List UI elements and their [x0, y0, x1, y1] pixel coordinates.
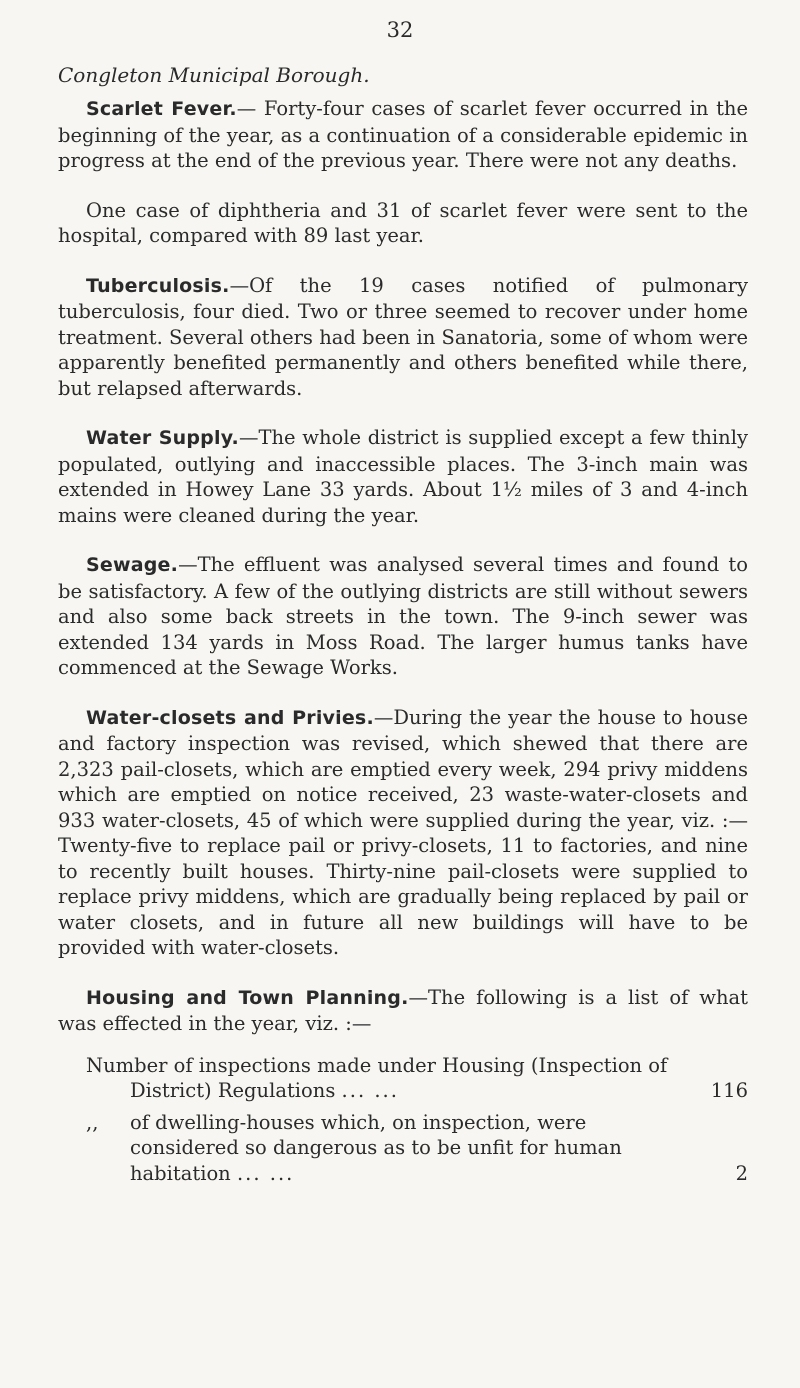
paragraph-text: —The effluent was analysed several times and found to be satisfactory. A few of the outlying districts are still without sewers and also some back streets in the town. The 9-inch sewer was extended 134 yards in Moss Road. The larger humus tanks have commenced at the Sewage Works. — [58, 553, 748, 679]
section-heading: Tuberculosis. — [86, 274, 230, 297]
section-heading: Water-closets and Privies. — [86, 706, 374, 729]
list-item-value: 2 — [735, 1161, 748, 1185]
list-item-label: of dwelling-houses which, on inspection, were considered so dangerous as to be unfit for human habitation — [130, 1110, 622, 1185]
list-item — [58, 1110, 748, 1187]
list-item-value: 116 — [710, 1079, 748, 1102]
document-body — [58, 96, 748, 1192]
paragraph-text: —The following is a list of what was effected in the year, viz. :— — [58, 985, 748, 1035]
section-heading: Water Supply. — [86, 427, 239, 449]
section-heading: Housing and Town Planning. — [86, 986, 409, 1009]
section-heading: Scarlet Fever. — [86, 98, 237, 120]
running-head: Congleton Municipal Borough. — [58, 63, 370, 87]
paragraph-text: —During the year the house to house and factory inspection was revised, which shewed that there are 2,323 pail-closets, which are emptied every week, 294 privy middens which are emptied on notice received, 23 waste-water-closets and 933 water-closets, 45 of which were supplied during the year, viz. :—Twenty-five to replace pail or privy-closets, 11 to factories, and nine to recently built houses. Thirty-nine pail-closets were supplied to replace privy middens, which are gradually being replaced by pail or water closets, and in future all new buildings will have to be provided with water-closets. — [58, 705, 748, 959]
paragraph-text: One case of diphtheria and 31 of scarlet fever were sent to the hospital, compared with 89 last year. — [58, 198, 748, 247]
housing-list — [58, 1053, 748, 1187]
paragraph-text: —Of the 19 cases notified of pulmonary tuberculosis, four died. Two or three seemed to recover under home treatment. Several others had been in Sanatoria, some of whom were apparently benefited permanently and others benefited while there, but relapsed afterwards. — [58, 273, 748, 400]
paragraph-water-closets — [58, 705, 748, 961]
dot-leader: ... ... — [236, 1161, 295, 1185]
list-item-label: Number of inspections made under Housing (Inspection of District) Regulations — [86, 1053, 668, 1102]
list-item — [58, 1053, 748, 1104]
paragraph-sewage — [58, 552, 748, 681]
paragraph-scarlet-fever — [58, 96, 748, 174]
paragraph-text: —The whole district is supplied except a few thinly populated, outlying and inaccessible places. The 3-inch main was extended in Howey Lane 33 yards. About 1½ miles of 3 and 4-inch mains were cleaned during the year. — [58, 426, 748, 527]
paragraph-housing — [58, 985, 748, 1037]
page-number: 32 — [386, 18, 414, 42]
paragraph-hospital — [58, 198, 748, 249]
dot-leader: ... ... — [341, 1079, 399, 1102]
paragraph-text: — Forty-four cases of scarlet fever occurred in the beginning of the year, as a continuation of a considerable epidemic in progress at the end of the previous year. There were not any deaths. — [58, 97, 749, 172]
ditto-mark: ,, — [86, 1110, 99, 1134]
section-heading: Sewage. — [86, 554, 179, 576]
paragraph-water-supply — [58, 425, 748, 528]
paragraph-tuberculosis — [58, 273, 748, 402]
